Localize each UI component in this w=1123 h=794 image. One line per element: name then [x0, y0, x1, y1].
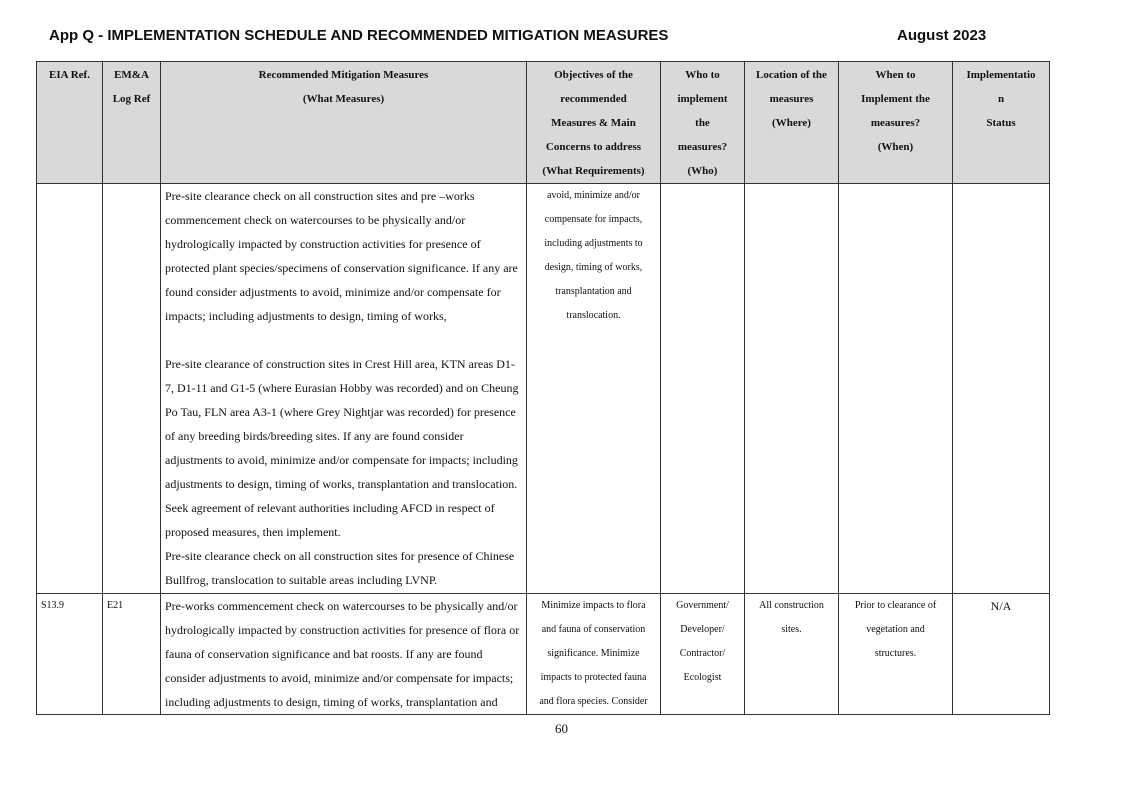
document-date: August 2023: [897, 27, 987, 44]
cell-eia-ref: [37, 184, 103, 594]
header-implementation-status: Implementatio n Status: [953, 62, 1050, 184]
implementation-schedule-table: [36, 61, 1050, 715]
header-recommended-measures: Recommended Mitigation Measures (What Measures): [161, 62, 527, 184]
cell-who: [661, 184, 745, 594]
cell-status: [953, 184, 1050, 594]
table-row: [37, 594, 1050, 715]
cell-who: Government/ Developer/ Contractor/ Ecologist: [661, 594, 745, 715]
header-objectives: Objectives of the recommended Measures & Main Concerns to address (What Requirements): [527, 62, 661, 184]
header-ema-log-ref: EM&A Log Ref: [103, 62, 161, 184]
header-when: When to Implement the measures? (When): [839, 62, 953, 184]
cell-location: [745, 184, 839, 594]
document-header: [49, 27, 989, 49]
cell-objectives: avoid, minimize and/or compensate for impacts, including adjustments to design, timing of works, transplantation and translocation.: [527, 184, 661, 594]
cell-when: Prior to clearance of vegetation and structures.: [839, 594, 953, 715]
cell-objectives: Minimize impacts to flora and fauna of conservation significance. Minimize impacts to protected fauna and flora species. Consider: [527, 594, 661, 715]
header-eia-ref: EIA Ref.: [37, 62, 103, 184]
table-header-row: [37, 62, 1050, 184]
cell-ema-ref: [103, 184, 161, 594]
cell-ema-ref: E21: [103, 594, 161, 715]
table-row: [37, 184, 1050, 594]
cell-measures: Pre-site clearance check on all construction sites and pre –works commencement check on watercourses to be physically and/or hydrologically impacted by construction activities for presence of protected plant species/specimens of conservation significance. If any are found consider adjustments to avoid, minimize and/or compensate for impacts; including adjustments to design, timing of works, Pre-site clearance of construction sites in Crest Hill area, KTN areas D1- 7, D1-11 and G1-5 (where Eurasian Hobby was recorded) and on Cheung Po Tau, FLN area A3-1 (where Grey Nightjar was recorded) for presence of any breeding birds/breeding sites. If any are found consider adjustments to avoid, minimize and/or compensate for impacts; including adjustments to design, timing of works, transplantation and translocation. Seek agreement of relevant authorities including AFCD in respect of proposed measures, then implement. Pre-site clearance check on all construction sites for presence of Chinese Bullfrog, translocation to suitable areas including LVNP.: [161, 184, 527, 594]
page-number: 60: [555, 721, 568, 736]
cell-measures: Pre-works commencement check on watercourses to be physically and/or hydrologically impacted by construction activities for presence of flora or fauna of conservation significance and bat roosts. If any are found consider adjustments to avoid, minimize and/or compensate for impacts; including adjustments to design, timing of works, transplantation and: [161, 594, 527, 715]
cell-status: N/A: [953, 594, 1050, 715]
header-location: Location of the measures (Where): [745, 62, 839, 184]
cell-eia-ref: S13.9: [37, 594, 103, 715]
cell-when: [839, 184, 953, 594]
cell-location: All construction sites.: [745, 594, 839, 715]
document-title: App Q - IMPLEMENTATION SCHEDULE AND RECOMMENDED MITIGATION MEASURES: [49, 27, 669, 44]
header-who: Who to implement the measures? (Who): [661, 62, 745, 184]
